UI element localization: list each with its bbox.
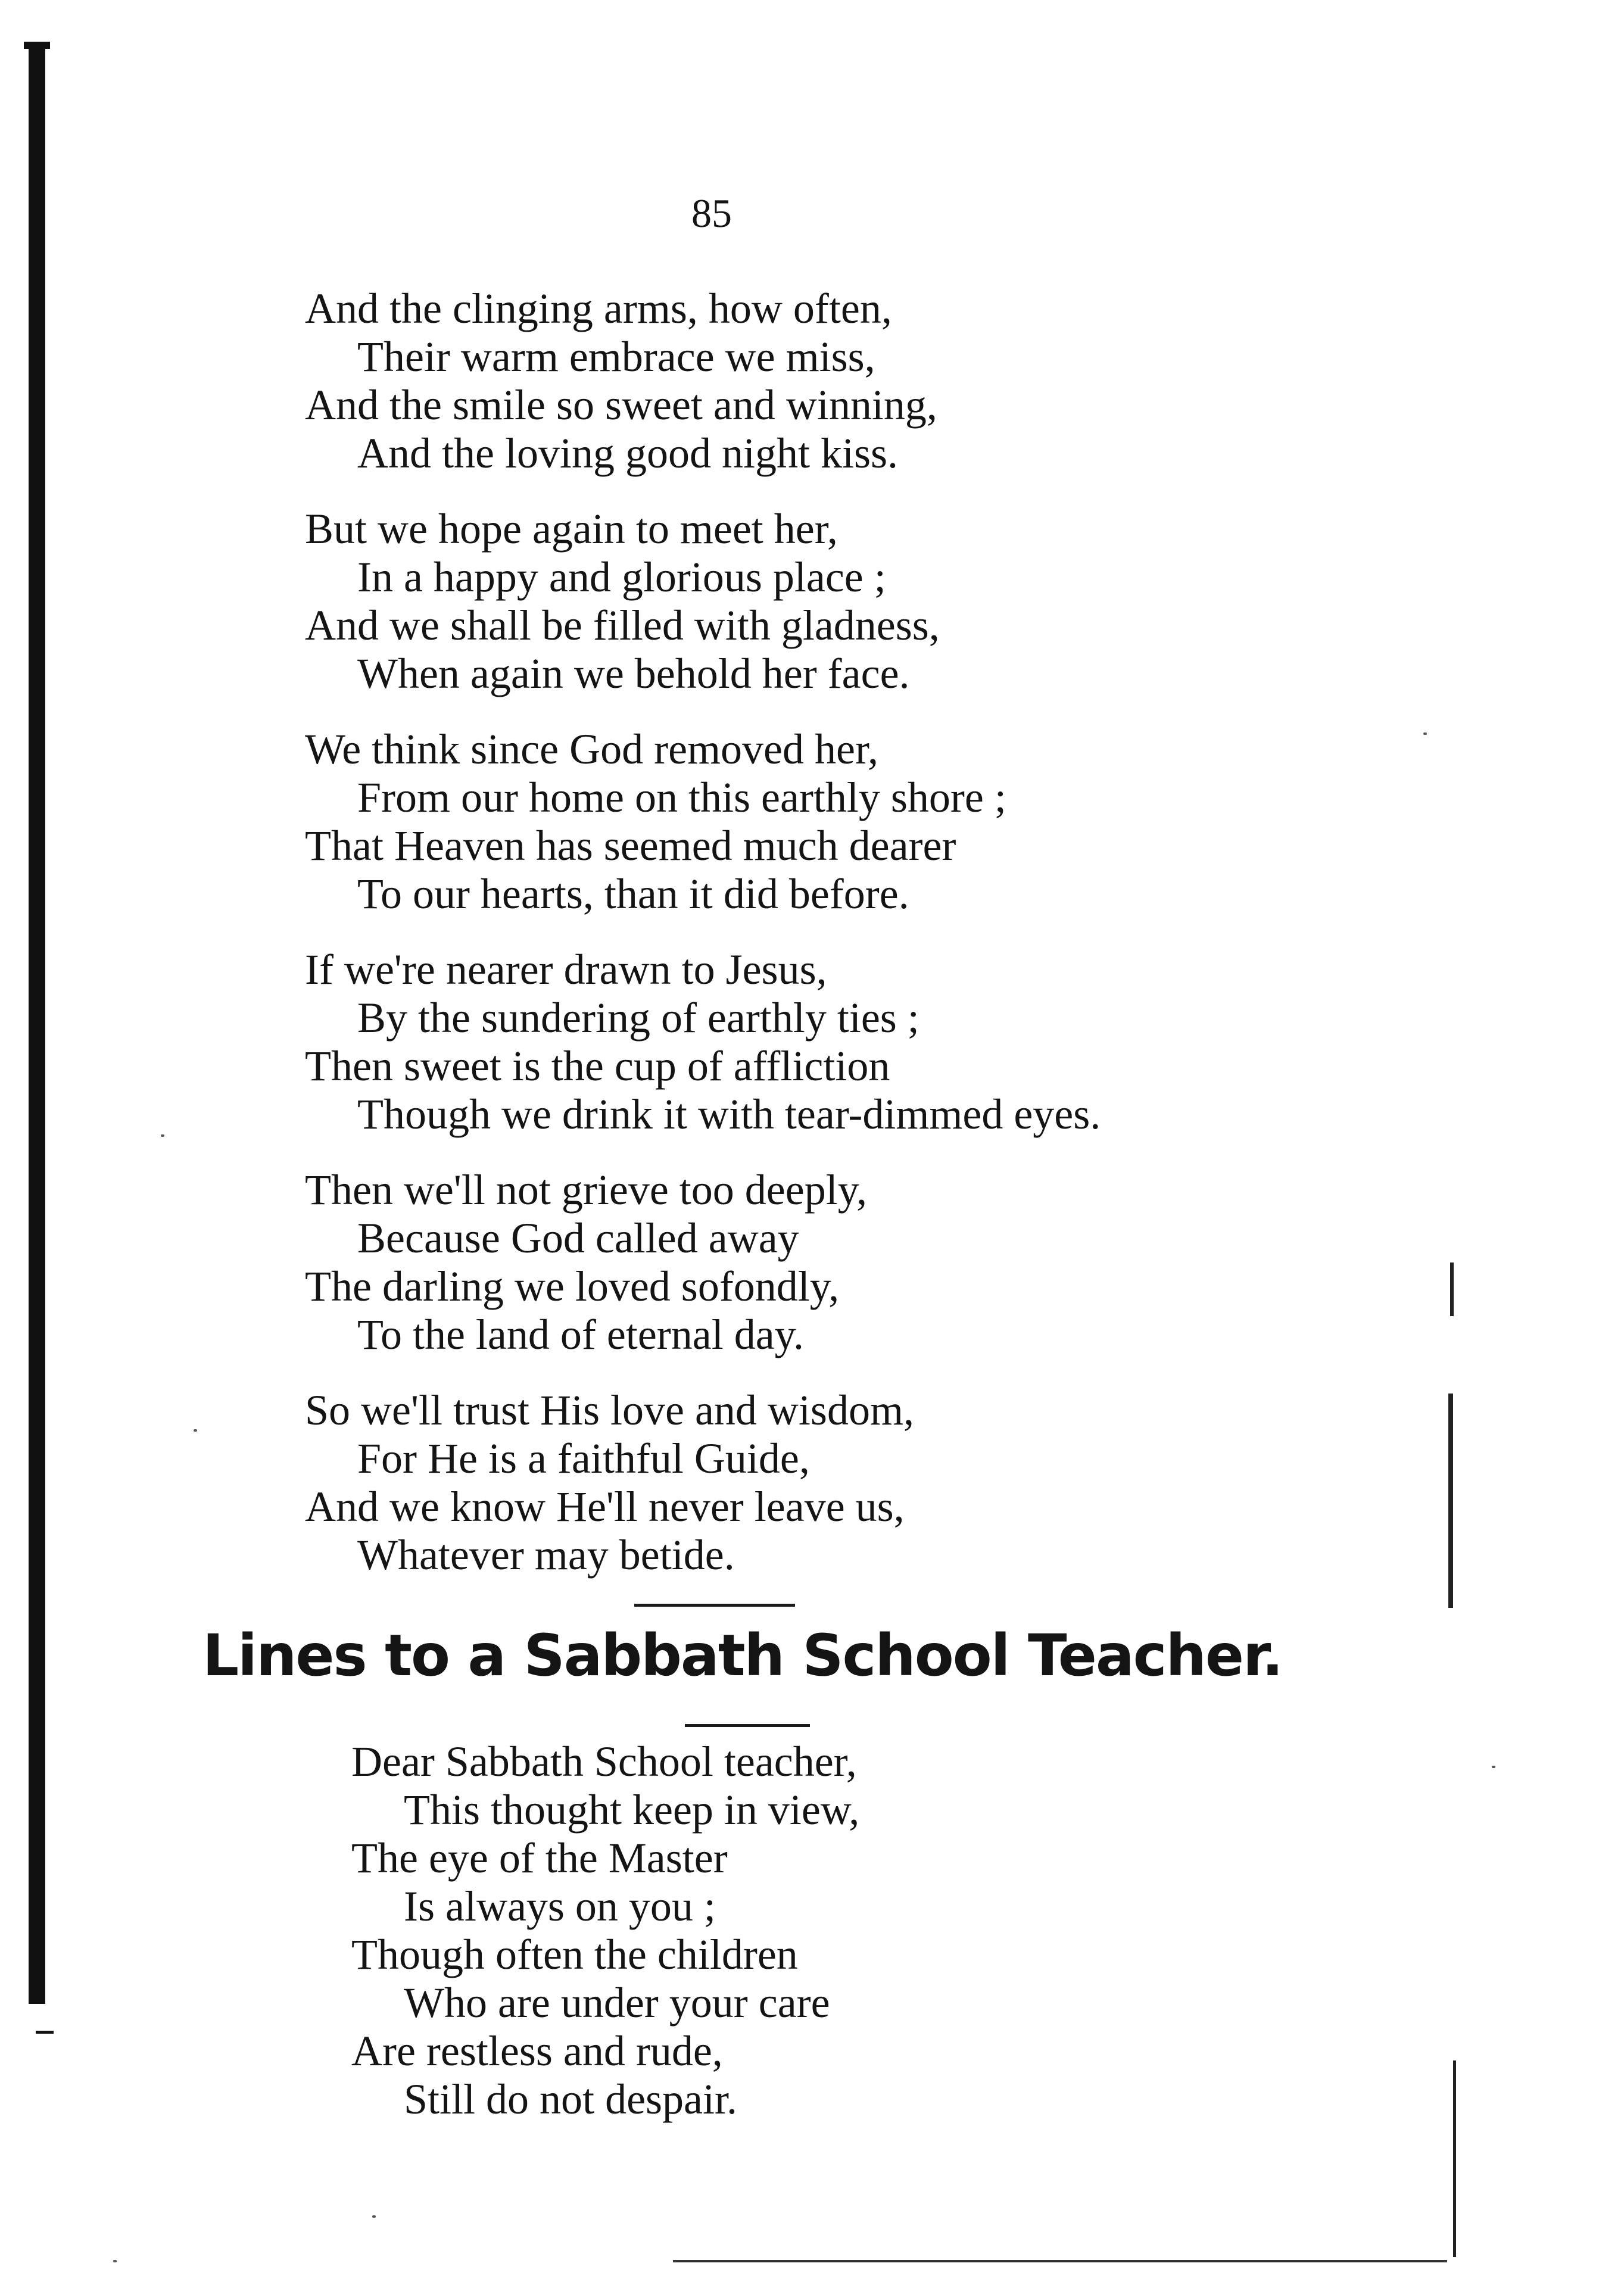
poem-line: And we shall be filled with gladness,	[305, 601, 940, 649]
scan-speck	[372, 2215, 376, 2218]
stanza	[305, 1386, 1101, 1579]
rule-below-title	[685, 1724, 810, 1727]
poem-line: The eye of the Master	[351, 1834, 728, 1882]
poem-line: From our home on this earthly shore ;	[357, 774, 1006, 821]
stanza	[305, 505, 1101, 698]
poem-line: Then sweet is the cup of affliction	[305, 1042, 890, 1090]
poem-line: Though we drink it with tear-dimmed eyes.	[357, 1090, 1101, 1138]
poem-line: Whatever may betide.	[357, 1531, 735, 1579]
poem-line: We think since God removed her,	[305, 725, 879, 773]
poem-line: But we hope again to meet her,	[305, 505, 838, 553]
poem-line: Because God called away	[357, 1214, 799, 1262]
poem-line: Then we'll not grieve too deeply,	[305, 1166, 868, 1214]
poem-line: By the sundering of earthly ties ;	[357, 994, 919, 1042]
scan-mark	[1450, 1262, 1454, 1316]
page-number: 85	[691, 191, 732, 236]
poem-line: And the smile so sweet and winning,	[305, 381, 937, 429]
stanza	[305, 725, 1101, 918]
poem-line: That Heaven has seemed much dearer	[305, 822, 956, 869]
poem-line: When again we behold her face.	[357, 650, 910, 697]
left-margin-bar	[29, 42, 45, 2004]
poem-line: Dear Sabbath School teacher,	[351, 1738, 857, 1785]
poem-line: To our hearts, than it did before.	[357, 870, 909, 918]
left-margin-tick	[36, 2031, 54, 2034]
poem-line: The darling we loved sofondly,	[305, 1262, 840, 1310]
poem-line: And we know He'll never leave us,	[305, 1483, 905, 1530]
poem-continued	[305, 285, 1101, 1607]
scan-speck	[1423, 732, 1427, 735]
poem-line: So we'll trust His love and wisdom,	[305, 1386, 914, 1434]
poem-line: Though often the children	[351, 1931, 798, 1978]
poem-line: Is always on you ;	[404, 1882, 716, 1930]
scan-mark	[1448, 1394, 1453, 1608]
poem-line: In a happy and glorious place ;	[357, 553, 886, 601]
poem-line: Still do not despair.	[404, 2075, 738, 2123]
stanza	[305, 285, 1101, 478]
poem-line: If we're nearer drawn to Jesus,	[305, 946, 827, 993]
poem-title: Lines to a Sabbath School Teacher.	[202, 1622, 1283, 1689]
new-poem-body	[351, 1738, 859, 2124]
poem-line: For He is a faithful Guide,	[357, 1435, 810, 1482]
scan-speck	[113, 2260, 117, 2262]
scan-speck	[194, 1429, 197, 1432]
stanza	[305, 1166, 1101, 1359]
poem-line: To the land of eternal day.	[357, 1311, 804, 1358]
poem-line: And the clinging arms, how often,	[305, 285, 892, 332]
poem-line: Who are under your care	[404, 1979, 830, 2027]
rule-above-title	[634, 1604, 795, 1607]
scan-speck	[1492, 1766, 1495, 1768]
bottom-edge-line	[673, 2260, 1447, 2262]
poem-line: Their warm embrace we miss,	[357, 333, 875, 381]
stanza	[305, 946, 1101, 1139]
left-margin-bar-cap	[24, 42, 50, 49]
poem-line: Are restless and rude,	[351, 2027, 723, 2075]
scan-speck	[161, 1134, 164, 1137]
poem-line: And the loving good night kiss.	[357, 429, 899, 477]
scan-mark	[1453, 2060, 1456, 2257]
poem-line: This thought keep in view,	[404, 1786, 860, 1834]
